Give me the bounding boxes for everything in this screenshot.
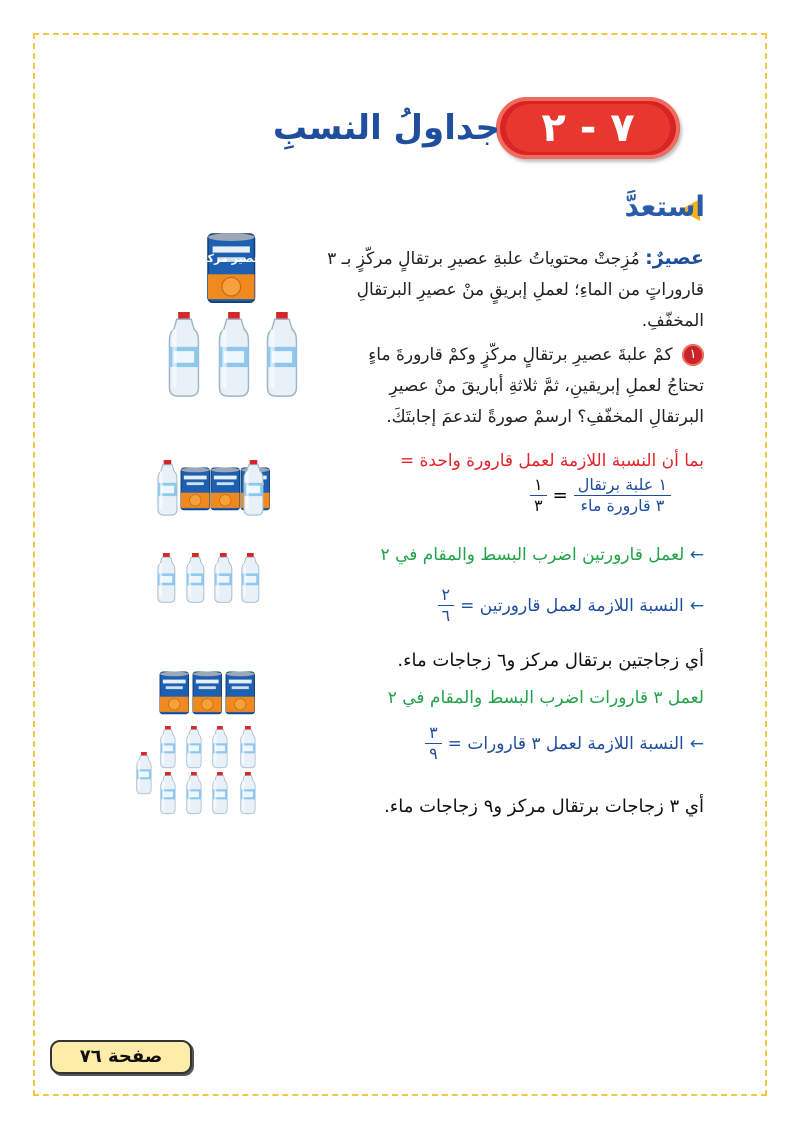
ratio-1-illustration (158, 460, 270, 515)
intro-text: مُزِجتْ محتوياتُ علبةِ عصيرِ برتقالٍ مركّزٍ بـ ٣ قاروراتٍ من الماءِ؛ لعملِ إبريقٍ منْ عصيرِ البرتقالِ المخفّفِ. (327, 249, 704, 331)
ratio-3-bottles (137, 726, 255, 814)
ratio-1 (530, 476, 671, 515)
answer-line-2: ← لعمل قارورتين اضرب البسط والمقام في ٢ (380, 545, 704, 565)
ratio-3-cans (160, 672, 255, 714)
fraction-simple-1: $\frac{١}{٣}$ (530, 476, 547, 515)
section-heading: استعدَّ (624, 190, 705, 223)
arrow-left-icon: ← (689, 595, 704, 616)
ratio-2-illustration (158, 553, 259, 602)
fraction-2: $\frac{٢}{٦}$ (438, 586, 455, 625)
answer-line-1: بما أن النسبة اللازمة لعمل قارورة واحدة = (399, 451, 704, 471)
page-title: جداولُ النسبِ (272, 108, 500, 148)
answer-line-7: أي ٣ زجاجات برتقال مركز و٩ زجاجات ماء. (384, 796, 704, 817)
arrow-left-icon: ← (689, 545, 704, 565)
page-number-badge (50, 1040, 192, 1074)
equals-sign: = (552, 485, 568, 506)
intro-keyword: عصيرٌ: (645, 247, 704, 269)
water-bottle-icon (169, 312, 198, 396)
water-bottle-icon (267, 312, 296, 396)
water-bottle-icon (219, 312, 248, 396)
fraction-3: $\frac{٣}{٩}$ (425, 724, 442, 763)
question-text: كمْ علبةَ عصيرِ برتقالٍ مركّزٍ وكمْ قارورةَ ماءٍ تحتاجُ لعملِ إبريقينِ، ثمَّ ثلاثةِ أباريقَ منْ عصيرِ البرتقالِ المخفّفِ؟ ارسمْ صورةً لتدعمَ إجابتَكَ. (368, 345, 704, 427)
page-number: صفحة ٧٦ (79, 1046, 163, 1067)
juice-can-icon (200, 233, 261, 302)
arrow-left-icon: ← (689, 733, 704, 754)
answer-line-6: ← النسبة اللازمة لعمل ٣ قارورات = $\frac{٣}{٩}$ (425, 724, 704, 763)
question-number-badge: ١ (682, 344, 704, 366)
answer-line-3: ← النسبة اللازمة لعمل قارورتين = $\frac{٢}{٦}$ (438, 586, 704, 625)
fraction-units-1: $\frac{\text{١ علبة برتقال}}{\text{٣ قارورة ماء}}$ (574, 476, 671, 515)
answer-line-5: لعمل ٣ قارورات اضرب البسط والمقام في ٢ (387, 688, 704, 708)
lesson-number: ٧ - ٢ (506, 104, 670, 152)
answer-line-4: أي زجاجتين برتقال مركز و٦ زجاجات ماء. (397, 650, 704, 671)
can-label: عصير مركز (200, 252, 262, 265)
